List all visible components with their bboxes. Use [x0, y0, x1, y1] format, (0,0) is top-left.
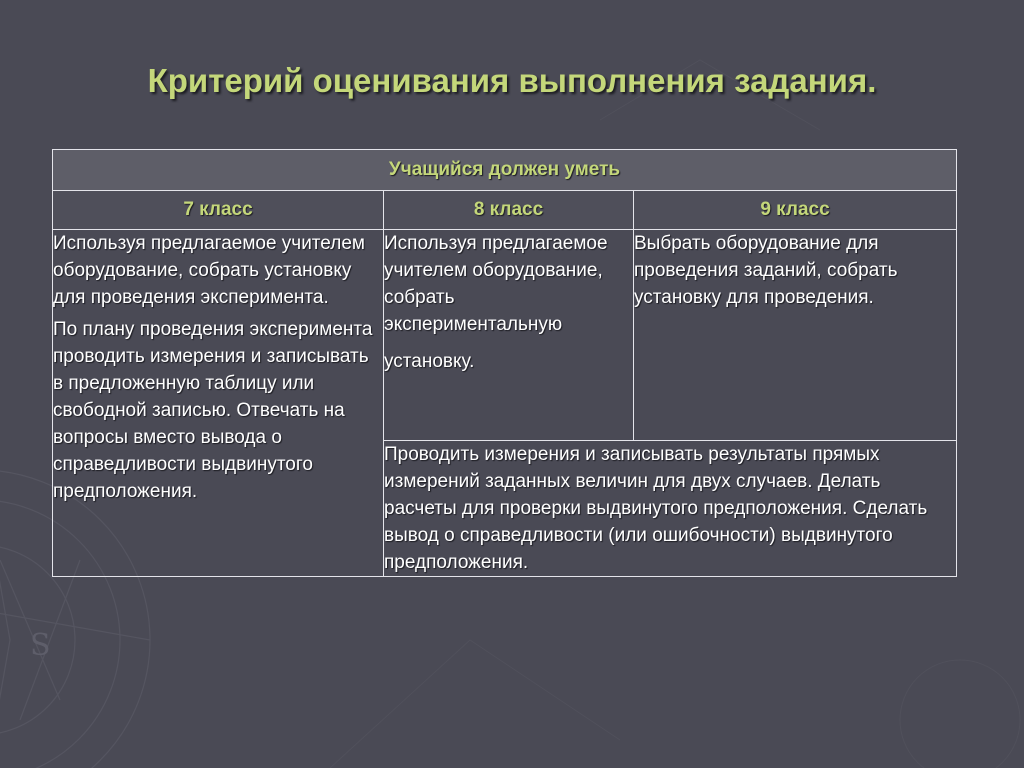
grade-7-cell	[53, 230, 384, 577]
grade-header-row	[53, 191, 957, 230]
grade-8-cell	[384, 230, 634, 441]
grade-7-header: 7 класс	[53, 191, 384, 230]
grade-7-paragraph-1: Используя предлагаемое учителем оборудование, собрать установку для проведения эксперимента.	[53, 233, 365, 308]
grade-8-text-part-1: Используя предлагаемое учителем оборудование, собрать экспериментальную	[384, 233, 608, 335]
grade-7-paragraph-2: По плану проведения эксперимента проводить измерения и записывать в предложенную таблицу или свободной записью. Отвечать на вопросы вместо вывода о справедливости выдвинутого предположения.	[53, 319, 373, 502]
grades-8-9-shared-cell	[384, 441, 957, 577]
criteria-table	[52, 149, 957, 577]
slide-title: Критерий оценивания выполнения задания.	[147, 62, 877, 99]
grade-9-cell	[634, 230, 957, 441]
grade-9-text: Выбрать оборудование для проведения заданий, собрать установку для проведения.	[634, 233, 898, 308]
grade-9-header: 9 класс	[634, 191, 957, 230]
grade-8-text-part-2: установку.	[384, 351, 475, 372]
grades-8-9-shared-text: Проводить измерения и записывать результаты прямых измерений заданных величин для двух случаев. Делать расчеты для проверки выдвинутого предположения. Сделать вывод о справедливости (или ошибочности) выдвинутого предположения.	[384, 444, 928, 573]
table-header-row	[53, 150, 957, 191]
table-row	[53, 230, 957, 441]
grade-8-header: 8 класс	[384, 191, 634, 230]
table-header: Учащийся должен уметь	[53, 150, 957, 191]
compass-letter-s: S	[30, 628, 51, 663]
